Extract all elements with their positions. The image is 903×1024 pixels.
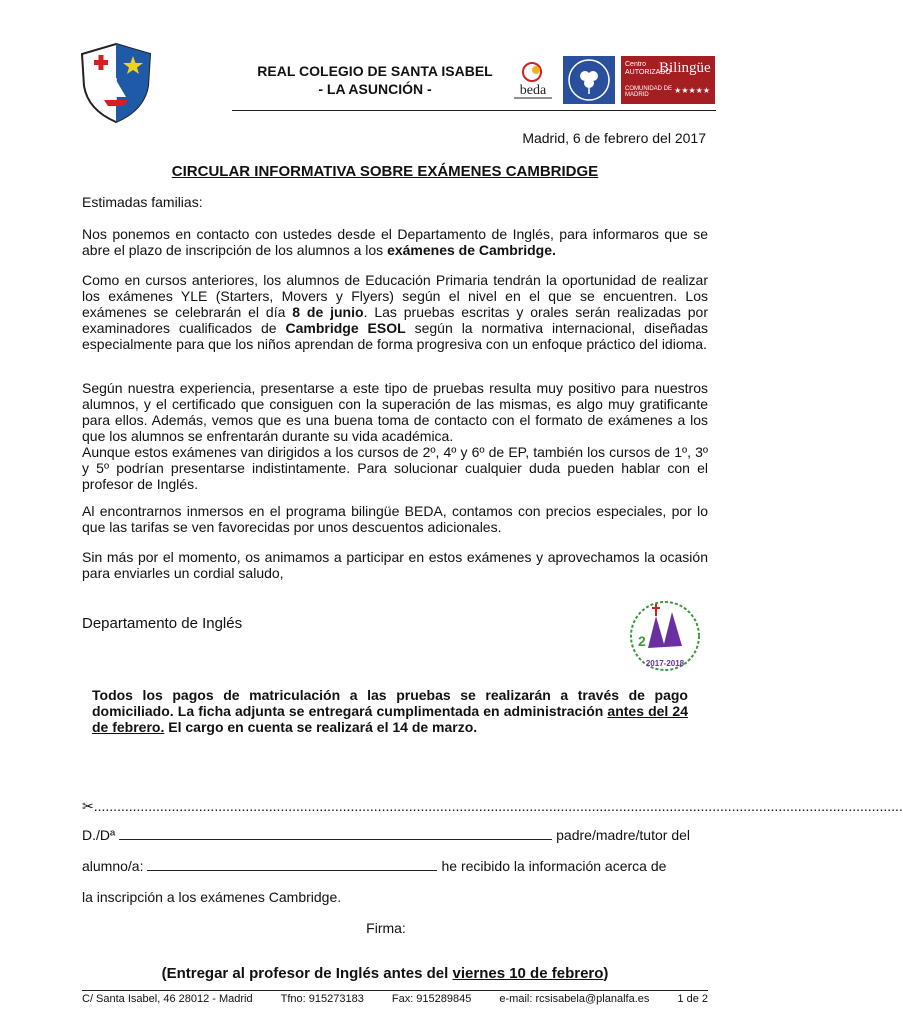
delivery-text: (Entregar al profesor de Inglés antes del <box>161 965 453 982</box>
school-crest-logo <box>78 42 154 124</box>
anniversary-emblem <box>626 596 704 674</box>
school-name <box>230 62 520 98</box>
stars-icon: ★★★★★ <box>674 86 710 95</box>
delivery-instruction <box>0 965 770 982</box>
footer-rule <box>82 990 708 991</box>
paragraph-courses-text: Aunque estos exámenes van dirigidos a los cursos de 2º, 4º y 6º de EP, también los cursos de 1º, 3º y 5º podrían presentarse indistintamente. Para solucionar cualquier duda pueden hablar con el profesor de Inglés. <box>82 444 708 492</box>
form-student-line <box>82 858 690 874</box>
payment-charge-date: El cargo en cuenta se realizará el 14 de marzo. <box>164 719 478 735</box>
paragraph-beda: Al encontrarnos inmersos en el programa bilingüe BEDA, contamos con precios especiales, por lo que las tarifas se ven favorecidas por unos descuentos adicionales. <box>82 503 708 535</box>
header-rule <box>232 110 716 111</box>
paragraph-exams <box>82 272 708 352</box>
parent-name-field[interactable] <box>119 827 552 840</box>
student-name-field[interactable] <box>147 858 437 871</box>
page-number: 1 de 2 <box>677 993 708 1005</box>
exam-date-bold: 8 de junio <box>292 304 364 320</box>
greeting: Estimadas familias: <box>82 194 203 210</box>
school-name-line1: REAL COLEGIO DE SANTA ISABEL <box>257 63 493 79</box>
cut-line <box>82 798 903 815</box>
footer <box>82 993 708 1005</box>
delivery-deadline: viernes 10 de febrero <box>452 965 604 982</box>
signature-department: Departamento de Inglés <box>82 615 243 632</box>
form-line3: la inscripción a los exámenes Cambridge. <box>82 889 342 905</box>
footer-email[interactable]: e-mail: rcsisabela@planalfa.es <box>499 993 650 1005</box>
beda-logo-text: beda <box>519 83 547 98</box>
cut-dots: ................................................................................................................................................................................................................ <box>93 798 903 814</box>
letter-date: Madrid, 6 de febrero del 2017 <box>522 130 706 146</box>
paragraph-closing: Sin más por el momento, os animamos a participar en estos exámenes y aprovechamos la ocasión para enviarles un cordial saludo, <box>82 549 708 581</box>
payment-deadline: antes del 24 de febrero. <box>92 703 688 735</box>
cambridge-esol-bold: Cambridge ESOL <box>285 320 406 336</box>
school-name-line2: - LA ASUNCIÓN - <box>318 81 432 97</box>
footer-address: C/ Santa Isabel, 46 28012 - Madrid <box>82 993 253 1005</box>
paragraph-intro-text: Nos ponemos en contacto con ustedes desde el Departamento de Inglés, para informaros que se abre el plazo de inscripción de los alumnos a los <box>82 226 708 258</box>
bilingue-logo-sub: COMUNIDAD DE MADRID <box>625 86 673 98</box>
emblem-text: 2017-2018 <box>645 659 685 668</box>
paragraph-experience-text: Según nuestra experiencia, presentarse a este tipo de pruebas resulta muy positivo para nuestros alumnos, y el certificado que consiguen con la superación de las mismas, es algo muy gratificante para ellos. Además, vemos que es una buena toma de contacto con el formato de exámenes a los que los alumnos se enfrentarán durante su vida académica. <box>82 380 708 444</box>
paragraph-experience <box>82 380 708 492</box>
page-title: CIRCULAR INFORMATIVA SOBRE EXÁMENES CAMBRIDGE <box>171 163 599 180</box>
footer-fax: Fax: 915289845 <box>391 993 472 1005</box>
paragraph-exams-text-a: Como en cursos anteriores, los alumnos de Educación Primaria tendrán la oportunidad de realizar los exámenes YLE (Starters, Movers y Flyers) según el nivel en el que se encuentren. Los exámenes se celebrarán el día <box>82 272 708 320</box>
paragraph-intro-bold: exámenes de Cambridge. <box>387 242 556 258</box>
paragraph-intro <box>82 226 708 258</box>
paragraph-exams-text-c: . Las pruebas escritas y orales serán realizadas por examinadores cualificados de <box>82 304 709 336</box>
payment-notice-text: Todos los pagos de matriculación a las pruebas se realizarán a través de pago domiciliado. La ficha adjunta se entregará cumplimentada en administración <box>92 687 688 719</box>
delivery-close: ) <box>603 965 609 982</box>
scissors-icon: ✂ <box>82 798 94 814</box>
form-parent-line <box>82 827 690 843</box>
svg-text:2: 2 <box>638 633 646 649</box>
bilingue-logo-text: Bilingüe <box>659 60 711 76</box>
student-suffix: he recibido la información acerca de <box>441 858 667 874</box>
parent-label: D./Dª <box>82 827 116 843</box>
signature-label: Firma: <box>366 920 406 936</box>
bilingue-logo <box>621 56 715 104</box>
footer-phone: Tfno: 915273183 <box>280 993 364 1005</box>
payment-notice <box>92 687 688 735</box>
student-label: alumno/a: <box>82 858 144 874</box>
bilingue-logo-small: Centro AUTORIZADO <box>625 61 671 76</box>
round-seal-logo <box>563 56 615 104</box>
beda-logo <box>510 58 556 102</box>
parent-suffix: padre/madre/tutor del <box>556 827 690 843</box>
paragraph-exams-text-e: según la normativa internacional, diseñadas especialmente para que los niños aprendan de forma progresiva con un enfoque práctico del idioma. <box>82 320 708 352</box>
